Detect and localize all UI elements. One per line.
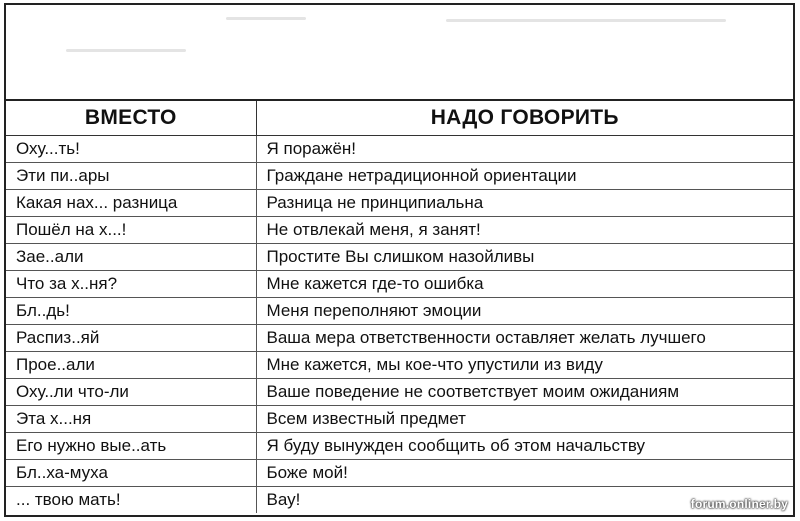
should-say-cell: Простите Вы слишком назойливы: [256, 244, 793, 271]
should-say-cell: Граждане нетрадиционной ориентации: [256, 163, 793, 190]
instead-cell: Оху..ли что-ли: [6, 379, 256, 406]
table-row: [6, 325, 793, 352]
should-say-cell: Не отвлекай меня, я занят!: [256, 217, 793, 244]
instead-cell: Что за х..ня?: [6, 271, 256, 298]
table-row: [6, 379, 793, 406]
should-say-cell: Ваша мера ответственности оставляет желать лучшего: [256, 325, 793, 352]
instead-cell: Пошёл на х...!: [6, 217, 256, 244]
should-say-cell: Меня переполняют эмоции: [256, 298, 793, 325]
should-say-cell: Разница не принципиальна: [256, 190, 793, 217]
blank-header-area: [6, 5, 793, 101]
faint-scan-mark: [226, 17, 306, 20]
table-row: [6, 460, 793, 487]
instead-cell: ... твою мать!: [6, 487, 256, 514]
table-body: [6, 136, 793, 514]
table-row: [6, 163, 793, 190]
instead-cell: Бл..дь!: [6, 298, 256, 325]
should-say-cell: Ваше поведение не соответствует моим ожиданиям: [256, 379, 793, 406]
instead-cell: Какая нах... разница: [6, 190, 256, 217]
instead-cell: Бл..ха-муха: [6, 460, 256, 487]
column-header-should-say: НАДО ГОВОРИТЬ: [256, 101, 793, 136]
table-header-row: [6, 101, 793, 136]
instead-cell: Эти пи..ары: [6, 163, 256, 190]
faint-scan-mark: [66, 49, 186, 52]
table-row: [6, 352, 793, 379]
instead-cell: Прое..али: [6, 352, 256, 379]
instead-cell: Оху...ть!: [6, 136, 256, 163]
should-say-cell: Вау!: [256, 487, 793, 514]
table-row: [6, 433, 793, 460]
table-row: [6, 406, 793, 433]
table-row: [6, 217, 793, 244]
table-row: [6, 487, 793, 514]
instead-cell: Зае..али: [6, 244, 256, 271]
should-say-cell: Я поражён!: [256, 136, 793, 163]
table-row: [6, 244, 793, 271]
phrase-table: [6, 101, 793, 513]
should-say-cell: Мне кажется, мы кое-что упустили из виду: [256, 352, 793, 379]
faint-scan-mark: [446, 19, 726, 22]
instead-cell: Его нужно вые..ать: [6, 433, 256, 460]
should-say-cell: Боже мой!: [256, 460, 793, 487]
instead-cell: Распиз..яй: [6, 325, 256, 352]
phrase-sheet: [4, 3, 795, 517]
should-say-cell: Мне кажется где-то ошибка: [256, 271, 793, 298]
should-say-cell: Всем известный предмет: [256, 406, 793, 433]
table-row: [6, 136, 793, 163]
watermark: forum.onliner.by: [690, 497, 788, 511]
table-row: [6, 190, 793, 217]
instead-cell: Эта х...ня: [6, 406, 256, 433]
should-say-cell: Я буду вынужден сообщить об этом начальству: [256, 433, 793, 460]
table-row: [6, 298, 793, 325]
column-header-instead: ВМЕСТО: [6, 101, 256, 136]
table-row: [6, 271, 793, 298]
